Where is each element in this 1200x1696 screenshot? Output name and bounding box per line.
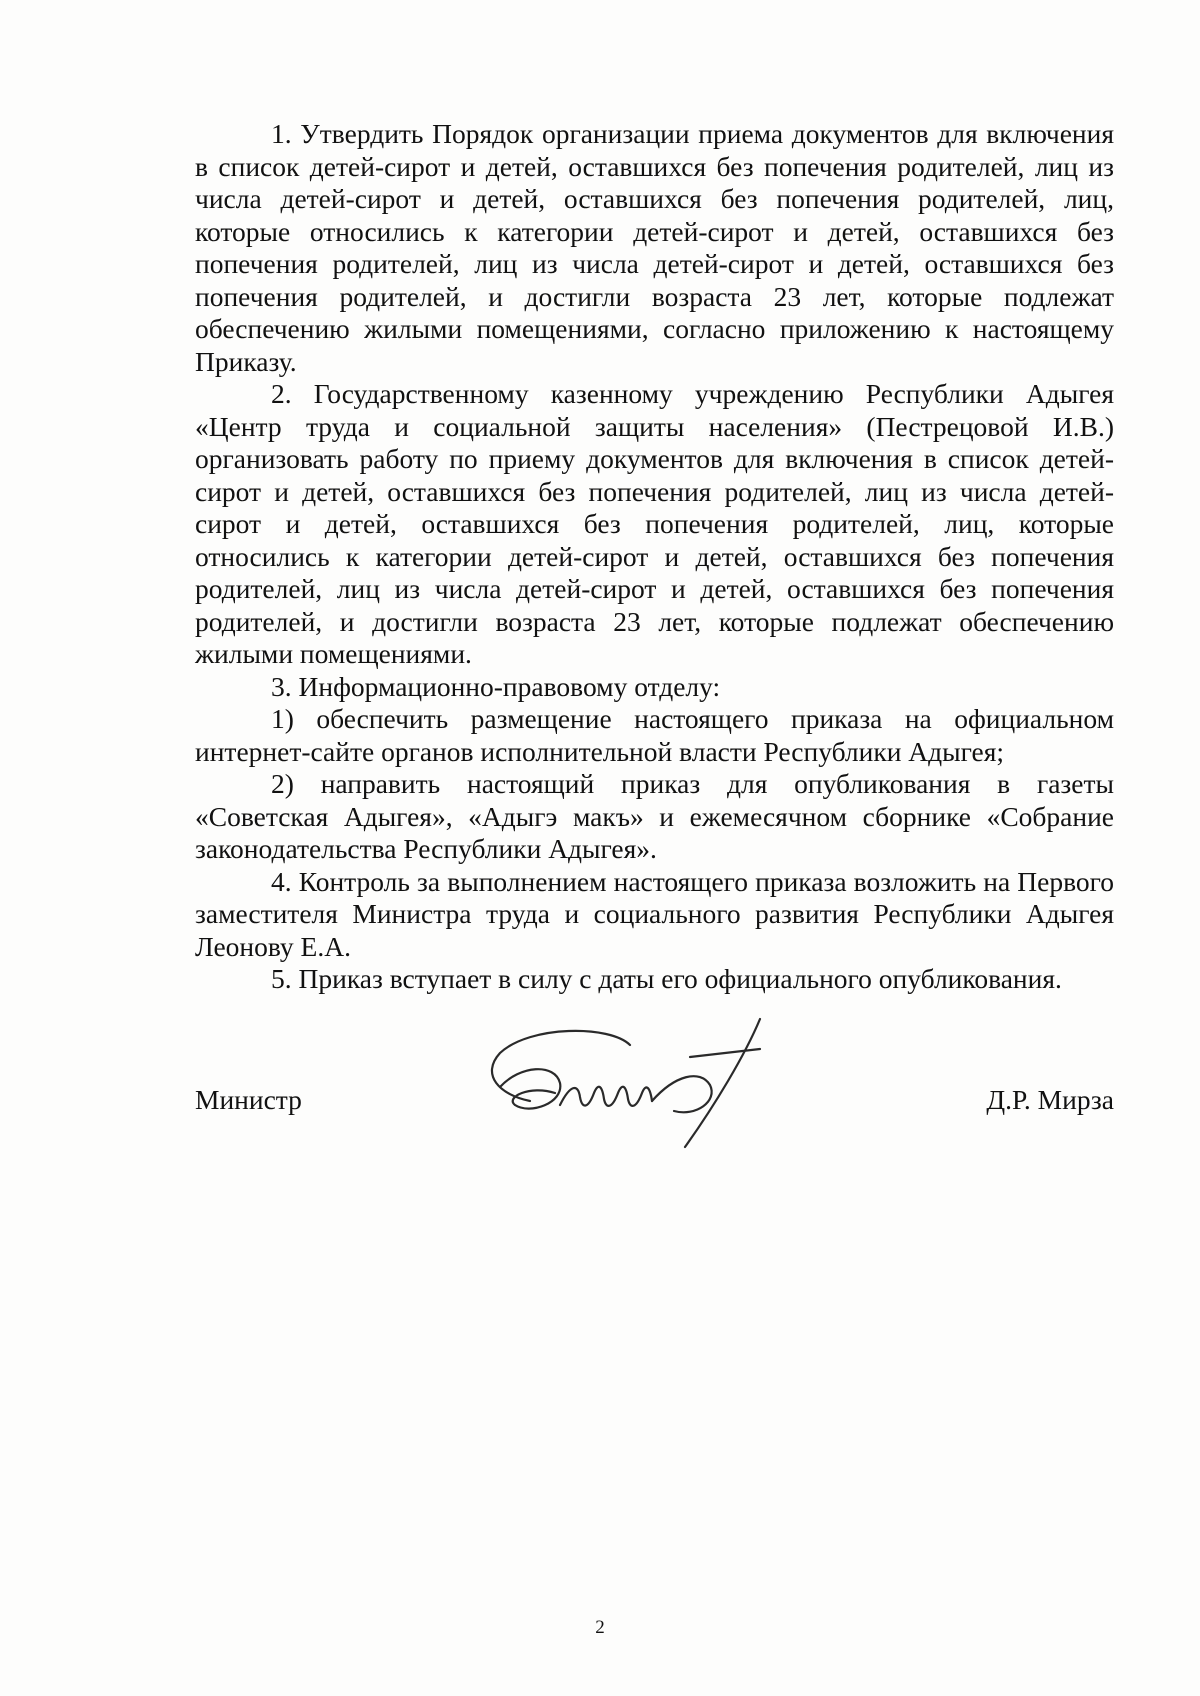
clause-5: 5. Приказ вступает в силу с даты его официального опубликования. (271, 963, 1062, 994)
clause-3: 3. Информационно-правовому отделу: (271, 670, 721, 702)
clause-1: 1. Утвердить Порядок организации приема документов для включения в список детей-сирот и детей, оставшихся без попечения родителей, лиц из числа детей-сирот и детей, оставшихся без попечения родителей, лиц, которые относились к категории детей-сирот и детей, оставшихся без попечения родителей, лиц из числа детей-сирот и детей, оставшихся без попечения родителей, и достигли возраста 23 лет, которые подлежат обеспечению жилыми помещениями, согласно приложению к настоящему Приказу. (195, 118, 1114, 377)
clause-2: 2. Государственному казенному учреждению Республики Адыгея «Центр труда и социальной защиты населения» (Пестрецовой И.В.) организовать работу по приему документов для включения в список детей-сирот и детей, оставшихся без попечения родителей, лиц из числа детей-сирот и детей, оставшихся без попечения родителей, лиц, которые относились к категории детей-сирот и детей, оставшихся без попечения родителей, лиц из числа детей-сирот и детей, оставшихся без попечения родителей, и достигли возраста 23 лет, которые подлежат обеспечению жилыми помещениями. (195, 378, 1114, 669)
signatory-title: Министр (195, 1084, 302, 1115)
clause-3-item-2: 2) направить настоящий приказ для опубликования в газеты «Советская Адыгея», «Адыгэ макъ» и ежемесячном сборнике «Собрание законодательства Республики Адыгея». (195, 768, 1114, 864)
signatory-name: Д.Р. Мирза (986, 1084, 1114, 1115)
clause-4: 4. Контроль за выполнением настоящего приказа возложить на Первого заместителя Министра труда и социального развития Республики Адыгея Леонову Е.А. (195, 865, 1114, 962)
page-number: 2 (595, 1617, 605, 1638)
handwritten-signature (460, 1005, 820, 1155)
order-body (195, 118, 1114, 996)
clause-3-item-1: 1) обеспечить размещение настоящего приказа на официальном интернет-сайте органов исполнительной власти Республики Адыгея; (195, 703, 1114, 767)
